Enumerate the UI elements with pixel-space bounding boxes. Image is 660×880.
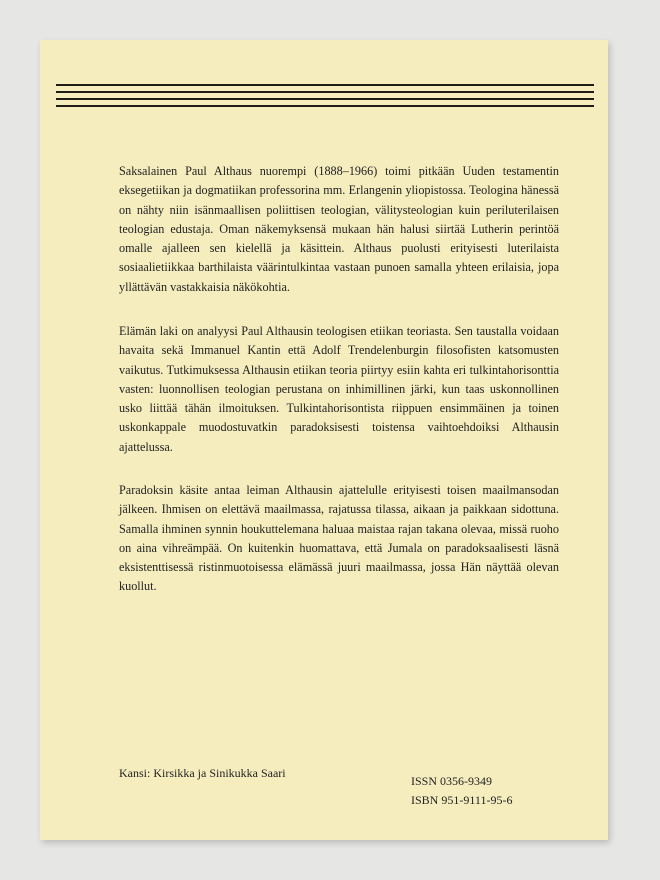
isbn-number: ISBN 951-9111-95-6 [411,793,513,807]
blurb-paragraph-2: Elämän laki on analyysi Paul Althausin teologisen etiikan teoriasta. Sen taustalla voidaan havaita sekä Immanuel Kantin että Adolf Trendelenburgin filosofisten katsomusten vaikutus. Tutkimuksessa Althausin etiikan teoria piirtyy esiin kahta eri tulkintahorisonttia vasten: luonnollisen teologian perustana on inhimillinen järki, kun taas uskonnollinen usko liittää tähän ilmoituksen. Tulkintahorisontista riippuen ensimmäinen ja toinen uskonkappale muodostuvatkin paradoksisesti toistensa vaihtoehdoiksi Althausin ajattelussa. [119,324,559,454]
blurb-paragraph-3: Paradoksin käsite antaa leiman Althausin ajattelulle erityisesti toisen maailmansodan jälkeen. Ihmisen on elettävä maailmassa, rajatussa tilassa, aikaan ja paikkaan sidottuna. Samalla ihminen synnin houkuttelemana haluaa maistaa rajan takana olevaa, missä ruoho on aina vihreämpää. On kuitenkin huomattava, että Jumala on paradoksaalisesti läsnä eksistenttisessä ristinmuotoisessa elämässä juuri maailmassa, jossa Hän näyttää olevan kuollut. [119,483,559,594]
decorative-rule-1 [56,84,594,86]
cover-credit: Kansi: Kirsikka ja Sinikukka Saari [119,766,286,780]
blurb-paragraph-1: Saksalainen Paul Althaus nuorempi (1888–1966) toimi pitkään Uuden testamentin eksegetiikan ja dogmatiikan professorina mm. Erlangenin yliopistossa. Teologina hänessä on nähty niin isänmaallisen poliittisen teologian, välitysteologian kuin periluterilaisen teologian edustaja. Oman näkemyksensä mukaan hän halusi siirtää Lutherin perintöä omalle ajalleen sen kielellä ja käsittein. Althaus puolusti erityisesti luterilaista sosiaalietiikkaa barthilaista väärintulkintaa vastaan punoen samalla yhteen erilaisia, jopa yllättävän vastakkaisia näkökohtia. [119,164,559,294]
decorative-rule-3 [56,98,594,100]
decorative-rule-4 [56,105,594,107]
decorative-rule-2 [56,91,594,93]
book-back-cover [40,40,608,840]
issn-number: ISSN 0356-9349 [411,774,493,788]
